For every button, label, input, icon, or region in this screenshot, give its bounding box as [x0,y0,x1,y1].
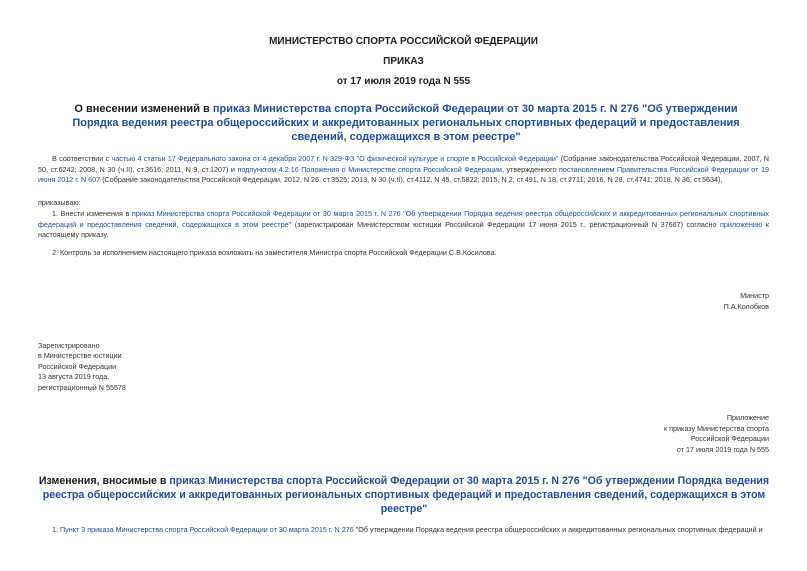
appendix-line: Приложение [726,413,769,422]
changes-title-prefix: Изменения, вносимые в [38,475,170,487]
registration-line: Российской Федерации [38,361,117,371]
signature-block [724,290,769,312]
doc-date-number: от 17 июля 2019 года N 555 [336,76,471,87]
registration-line: 13 августа 2019 года, [38,372,110,382]
order-word: приказываю: [38,198,81,207]
preamble-text-1: В соответствии с [52,154,112,163]
changes-item1-link[interactable]: Пункт 3 приказа Министерства спорта Российской Федерации от 30 марта 2015 г. N 276 [60,525,354,534]
appendix-block [664,413,769,455]
registration-line: регистрационный N 55578 [38,382,126,392]
signature-position: Министр [740,291,769,300]
title-link[interactable]: приказ Министерства спорта Российской Федерации от 30 марта 2015 г. N 276 "Об утверждении Порядка ведения реестра общероссийских и аккредитованных региональных спортивных федераций и предоставления сведений, содержащихся в этом реестре" [72,103,740,143]
appendix-line: Российской Федерации [690,434,769,444]
title-prefix: О внесении изменений в [74,103,213,115]
changes-title-link[interactable]: приказ Министерства спорта Российской Федерации от 30 марта 2015 г. N 276 "Об утверждении Порядка ведения реестра общероссийских и аккредитованных региональных спортивных федераций и предоставления сведений, содержащихся в этом реестре" [42,475,770,515]
preamble-text-4: (Собрание законодательства Российской Федерации, 2012, N 26, ст.3525; 2013, N 30 (ч.II), ст.4112, N 45, ст.5822; 2015, N 2, ст.491, N 18, ст.2711; 2016, N 28, ст.4741; 2018, N 36, ст.5634), [100,175,723,185]
preamble-paragraph [38,154,769,186]
item1-text-3: к настоящему приказу. [38,219,769,240]
item-1-paragraph [38,209,769,241]
preamble-link-decree[interactable]: постановлением Правительства Российской Федерации от 19 июня 2012 г. N 607 [38,164,769,185]
changes-item1-text-1: 1. [52,525,60,534]
changes-title [34,474,774,516]
item-2-paragraph: 2. Контроль за исполнением настоящего приказа возложить на заместителя Министра спорта Российской Федерации С.В.Косилова. [52,248,497,257]
preamble-link-regulation[interactable]: подпунктом 4.2.16 Положения о Министерстве спорта Российской Федерации [237,164,502,174]
item1-link-order[interactable]: приказ Министерства спорта Российской Федерации от 30 марта 2015 г. N 276 "Об утверждении Порядка ведения реестра общероссийских и аккредитованных региональных спортивных федераций и предоставления сведений, содержащихся в этом реестре" [38,209,769,229]
appendix-line: от 17 июля 2019 года N 555 [676,444,769,454]
appendix-line: к приказу Министерства спорта [663,423,769,433]
changes-item-1 [52,525,772,536]
doc-type-heading: ПРИКАЗ [383,56,424,67]
preamble-text-2: (Собрание законодательства Российской Федерации, 2007, N 50, ст.6242; 2008, N 30 (ч.II), ст.3616; 2011, N 9, ст.1207) и [38,154,769,174]
item1-link-appendix[interactable]: приложению [720,219,763,229]
preamble-text-3: , утвержденного [501,164,560,174]
item1-text-1: 1. Внести изменения в [52,209,132,218]
item1-text-2: (зарегистрирован Министерством юстиции Российской Федерации 17 июня 2015 г., регистрационный N 37667) согласно [291,219,720,229]
changes-item1-text-2: "Об утверждении Порядка ведения реестра общероссийских и аккредитованных региональных спортивных федераций и [353,525,763,534]
ministry-heading: МИНИСТЕРСТВО СПОРТА РОССИЙСКОЙ ФЕДЕРАЦИИ [269,36,538,47]
preamble-link-law[interactable]: частью 4 статьи 17 Федерального закона от 4 декабря 2007 г. N 329-ФЗ "О физической культуре и спорте в Российской Федерации" [111,154,559,163]
signature-name: П.А.Колобков [723,302,769,311]
registration-line: в Министерстве юстиции [38,351,122,361]
registration-line: Зарегистрировано [38,341,100,350]
registration-block [38,341,126,393]
order-title [72,102,740,144]
